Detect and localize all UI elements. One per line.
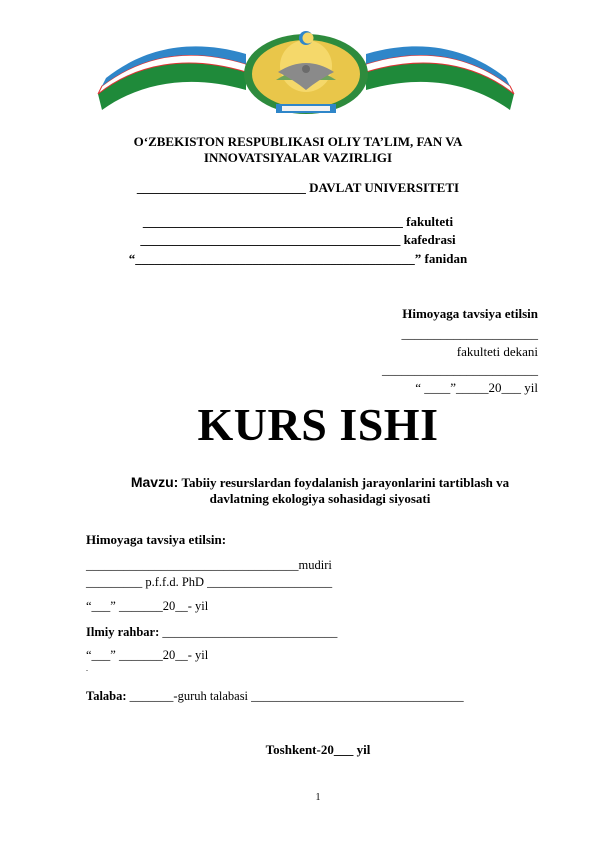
ministry-name	[60, 134, 536, 166]
advisor-line: ____________________________	[159, 625, 338, 639]
university-line: __________________________ DAVLAT UNIVERSITETI	[136, 180, 460, 195]
city-year: Toshkent-20___ yil	[265, 742, 371, 757]
subject-line: “___________________________________________” fanidan	[128, 251, 468, 266]
stray-dot: .	[86, 664, 88, 673]
ministry-line-2: INNOVATSIYALAR VAZIRLIGI	[203, 150, 393, 165]
state-emblem-banner	[96, 24, 516, 116]
page-number: 1	[315, 792, 321, 803]
dean-name-line: ________________________	[382, 362, 538, 377]
student-line: _______-guruh talabasi __________________________________	[126, 689, 464, 703]
approval-date-1: “___” _______20__- yil	[86, 599, 209, 613]
student-label: Talaba:	[86, 689, 127, 703]
approval-title-right: Himoyaga tavsiya etilsin	[402, 306, 538, 321]
approval-date-right: “ ____”_____20___ yil	[415, 380, 538, 395]
topic-line-1: Tabiiy resurslardan foydalanish jarayonlarini tartiblash va	[181, 475, 510, 490]
ministry-line-1: O‘ZBEKISTON RESPUBLIKASI OLIY TA’LIM, FAN VA	[133, 134, 463, 149]
faculty-line: ________________________________________ fakulteti	[142, 214, 454, 229]
document-title: KURS ISHI	[197, 399, 439, 450]
topic-line-2: davlatning ekologiya sohasidagi siyosati	[209, 491, 431, 506]
approval-title-left: Himoyaga tavsiya etilsin:	[86, 532, 227, 547]
topic-label: Mavzu:	[130, 474, 179, 490]
topic-block	[100, 474, 540, 507]
approval-signature-line: _____________________	[401, 326, 538, 341]
advisor-label: Ilmiy rahbar:	[86, 625, 160, 639]
head-of-department-line: __________________________________mudiri	[86, 558, 332, 572]
approval-date-2: “___” _______20__- yil	[86, 648, 209, 662]
department-line: ________________________________________ kafedrasi	[140, 232, 456, 247]
phd-line: _________ p.f.f.d. PhD ____________________	[86, 575, 333, 589]
dean-label: fakulteti dekani	[456, 344, 538, 359]
